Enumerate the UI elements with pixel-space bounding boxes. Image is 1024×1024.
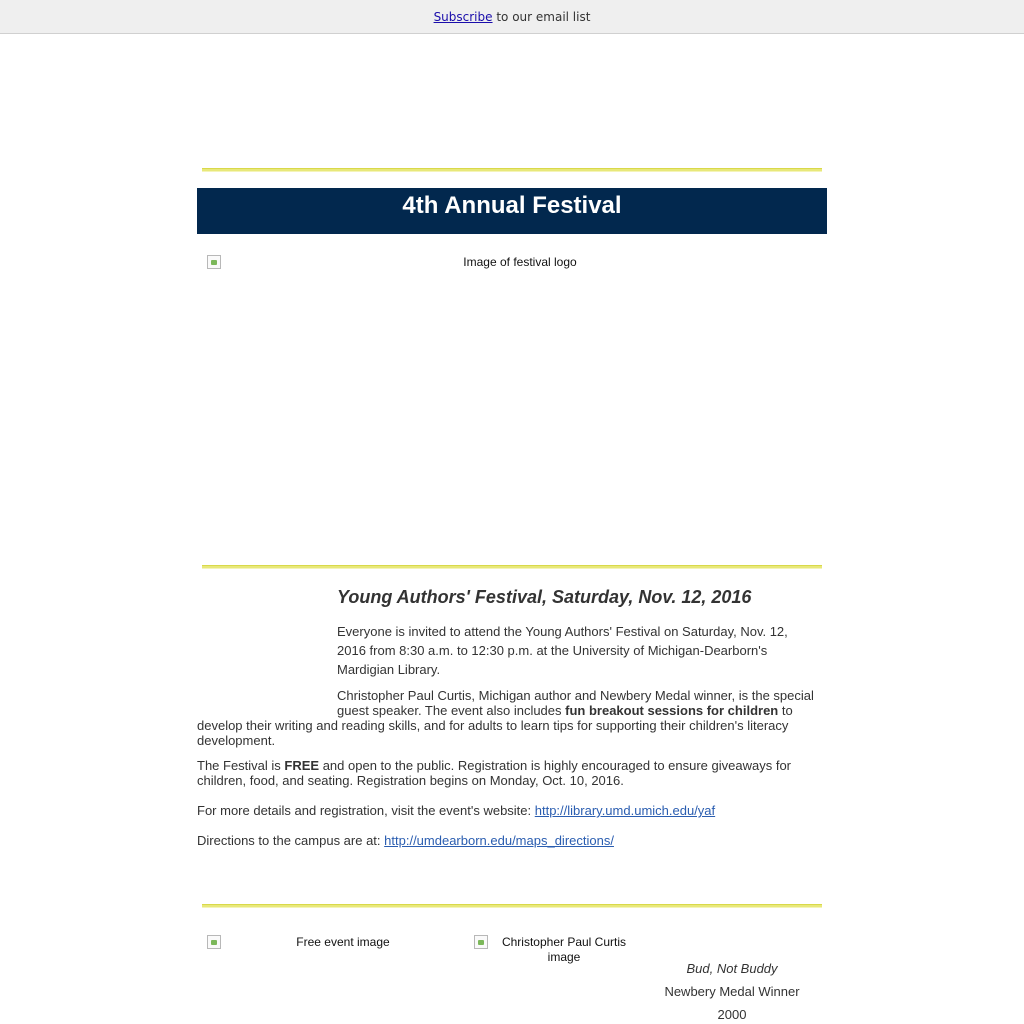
subscribe-bar (0, 0, 1024, 34)
directions-link[interactable]: http://umdearborn.edu/maps_directions/ (384, 833, 614, 848)
broken-image-icon (207, 255, 221, 269)
broken-image-icon (474, 935, 488, 949)
divider-middle (202, 565, 822, 569)
subscribe-link[interactable]: Subscribe (433, 10, 493, 24)
divider-bottom (202, 904, 822, 908)
banner-title: 4th Annual Festival (402, 192, 622, 219)
subscribe-suffix: to our email list (492, 10, 591, 24)
free-text: The Festival is (197, 758, 285, 773)
speaker-text-end: to develop their writing and reading skills, and for adults to learn tips for supporting their children's literacy development. (197, 703, 793, 748)
free-event-image: Free event image (296, 935, 390, 949)
speaker-bold: fun breakout sessions for children (565, 703, 779, 718)
directions-paragraph (197, 833, 827, 848)
festival-banner (197, 188, 827, 234)
festival-logo-image: Image of festival logo (463, 255, 577, 269)
free-text-end: and open to the public. Registration is highly encouraged to ensure giveaways for children, food, and seating. Registration begins on Monday, Oct. 10, 2016. (197, 758, 791, 788)
divider-top (202, 168, 822, 172)
speaker-paragraph (197, 688, 827, 748)
book-year: 2000 (717, 1007, 747, 1022)
details-paragraph (197, 803, 827, 818)
article-headline: Young Authors' Festival, Saturday, Nov. 12, 2016 (337, 587, 752, 607)
author-image: Christopher Paul Curtis image (501, 935, 627, 964)
broken-image-icon (207, 935, 221, 949)
book-award: Newbery Medal Winner (664, 984, 800, 999)
speaker-text: Christopher Paul Curtis, Michigan author and Newbery Medal winner, is the special guest speaker. The event also includes (337, 688, 814, 718)
book-title: Bud, Not Buddy (686, 961, 778, 976)
event-website-link[interactable]: http://library.umd.umich.edu/yaf (534, 803, 716, 818)
directions-text: Directions to the campus are at: (197, 833, 385, 848)
intro-paragraph: Everyone is invited to attend the Young Authors' Festival on Saturday, Nov. 12, 2016 from 8:30 a.m. to 12:30 p.m. at the University of Michigan-Dearborn's Mardigian Library. (337, 624, 788, 677)
free-paragraph (197, 758, 827, 788)
details-text: For more details and registration, visit the event's website: (197, 803, 535, 818)
free-bold: FREE (284, 758, 320, 773)
